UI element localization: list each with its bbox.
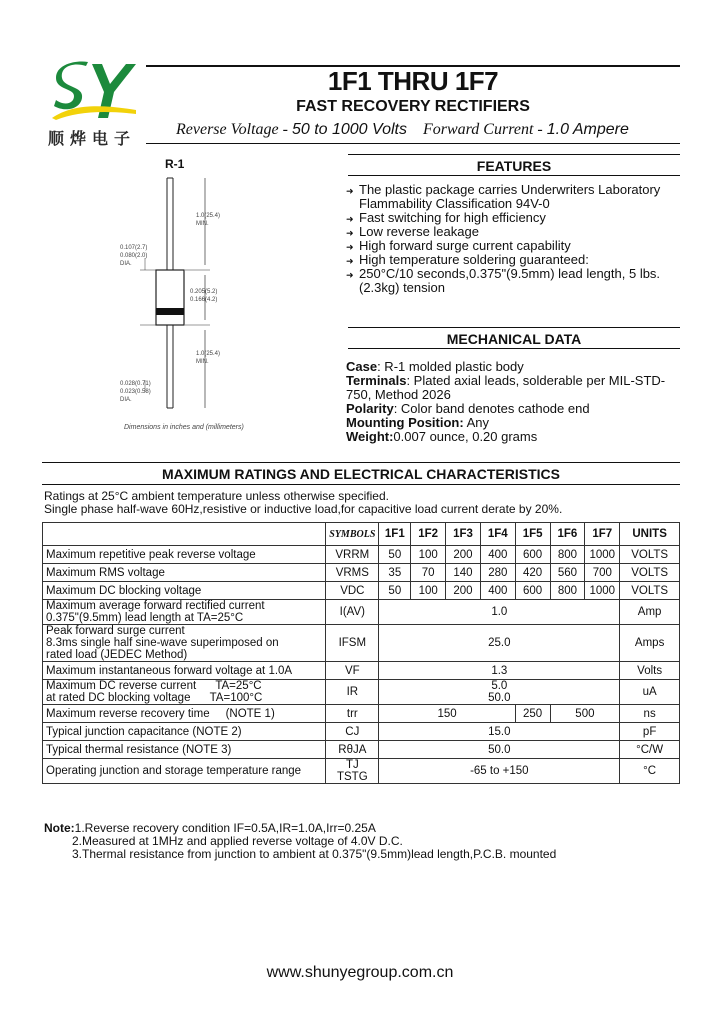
rating-summary [176, 121, 629, 139]
page-subtitle: FAST RECOVERY RECTIFIERS [296, 98, 530, 115]
header-bottom-rule [146, 143, 680, 144]
feature-item: ➜ The plastic package carries Underwriters Laboratory Flammability Classification 94V-0 [346, 182, 661, 211]
package-label: R-1 [165, 157, 185, 171]
table-header-row [43, 523, 680, 546]
bullet-icon: ➜ [346, 214, 354, 224]
bullet-icon: ➜ [346, 186, 354, 196]
reverse-voltage-label: Reverse Voltage - [176, 121, 292, 138]
col-1f5: 1F5 [515, 523, 550, 546]
ratings-table [42, 522, 680, 784]
mech-row-polarity: Polarity: Color band denotes cathode end [346, 401, 590, 416]
table-row: Typical junction capacitance (NOTE 2) CJ 15.0 pF [43, 723, 680, 741]
table-row: Maximum RMS voltage VRMS 35 70 140 280 420 560 700 VOLTS [43, 564, 680, 582]
mechanical-data-list [346, 360, 686, 444]
forward-current-label: Forward Current - [423, 121, 547, 138]
ratings-conditions: Ratings at 25°C ambient temperature unless otherwise specified. Single phase half-wave 60Hz,resistive or inductive load,for capacitive load current derate by 20%. [44, 489, 563, 516]
reverse-voltage-value: 50 to 1000 Volts [291, 121, 407, 138]
notes-label: Note: [44, 821, 75, 835]
mech-row-weight: Weight:0.007 ounce, 0.20 grams [346, 429, 538, 444]
page-title: 1F1 THRU 1F7 [327, 66, 499, 96]
bullet-icon: ➜ [346, 228, 354, 238]
table-row: Operating junction and storage temperature range TJ TSTG -65 to +150 °C [43, 759, 680, 784]
col-units: UNITS [620, 523, 680, 546]
forward-current-value: 1.0 Ampere [546, 121, 629, 138]
dim-lead-length-bottom: 1.0(25.4) MIN. [196, 351, 221, 365]
table-row: Maximum average forward rectified current 0.375"(9.5mm) lead length at TA=25°C I(AV) 1.0 Amp [43, 600, 680, 625]
mechanical-top-rule [348, 327, 680, 328]
feature-item: ➜ High temperature soldering guaranteed: [346, 252, 589, 267]
notes-section: Note:1.Reverse recovery condition IF=0.5A,IR=1.0A,Irr=0.25A 2.Measured at 1MHz and applied reverse voltage of 4.0V D.C. 3.Thermal resistance from junction to ambient at 0.375"(9.5mm)lead length,P.C.B. mounted [44, 821, 557, 861]
ratings-top-rule [42, 462, 680, 463]
dim-lead-length-top: 1.0(25.4) MIN. [196, 213, 221, 227]
feature-item: ➜ High forward surge current capability [346, 238, 571, 253]
bullet-icon: ➜ [346, 256, 354, 266]
mechanical-heading: MECHANICAL DATA [446, 331, 582, 347]
mech-row-case: Case: R-1 molded plastic body [346, 359, 524, 374]
col-symbols: SYMBOLS [326, 523, 379, 546]
ratings-bottom-rule [42, 484, 680, 485]
mech-row-mounting: Mounting Position: Any [346, 415, 489, 430]
col-1f1: 1F1 [379, 523, 411, 546]
feature-item: ➜ Low reverse leakage [346, 224, 479, 239]
ratings-heading: MAXIMUM RATINGS AND ELECTRICAL CHARACTERISTICS [162, 466, 560, 482]
footer-website-link[interactable]: www.shunyegroup.com.cn [266, 964, 454, 981]
feature-item: ➜ 250°C/10 seconds,0.375"(9.5mm) lead length, 5 lbs. (2.3kg) tension [346, 266, 661, 295]
col-1f7: 1F7 [585, 523, 620, 546]
features-top-rule [348, 154, 680, 155]
company-logo [52, 60, 138, 122]
dimension-caption: Dimensions in inches and (millimeters) [124, 424, 244, 431]
col-1f4: 1F4 [480, 523, 515, 546]
dim-lead-diameter: 0.028(0.71) 0.023(0.58) DIA. [120, 381, 151, 403]
bullet-icon: ➜ [346, 242, 354, 252]
logo-chinese-text: 顺烨电子 [48, 129, 137, 148]
dim-body-diameter: 0.107(2.7) 0.080(2.0) DIA. [120, 245, 148, 267]
col-1f3: 1F3 [446, 523, 481, 546]
table-row: Maximum repetitive peak reverse voltage VRRM 50 100 200 400 600 800 1000 VOLTS [43, 546, 680, 564]
col-1f2: 1F2 [411, 523, 446, 546]
features-heading: FEATURES [476, 158, 552, 174]
table-row: Maximum instantaneous forward voltage at 1.0A VF 1.3 Volts [43, 662, 680, 680]
table-row: Maximum DC blocking voltage VDC 50 100 200 400 600 800 1000 VOLTS [43, 582, 680, 600]
features-bottom-rule [348, 175, 680, 176]
mech-row-terminals: Terminals: Plated axial leads, solderable per MIL-STD-750, Method 2026 [346, 373, 666, 402]
table-row: Maximum DC reverse current TA=25°C at rated DC blocking voltage TA=100°C IR 5.0 50.0 uA [43, 680, 680, 705]
table-row: Maximum reverse recovery time (NOTE 1) trr 150 250 500 ns [43, 705, 680, 723]
col-1f6: 1F6 [550, 523, 585, 546]
dim-body-length: 0.205(5.2) 0.166(4.2) [190, 289, 218, 303]
bullet-icon: ➜ [346, 270, 354, 280]
table-row: Typical thermal resistance (NOTE 3) RθJA 50.0 °C/W [43, 741, 680, 759]
mechanical-bottom-rule [348, 348, 680, 349]
features-list [344, 183, 684, 295]
feature-item: ➜ Fast switching for high efficiency [346, 210, 546, 225]
table-row: Peak forward surge current 8.3ms single half sine-wave superimposed on rated load (JEDEC Method) IFSM 25.0 Amps [43, 625, 680, 662]
